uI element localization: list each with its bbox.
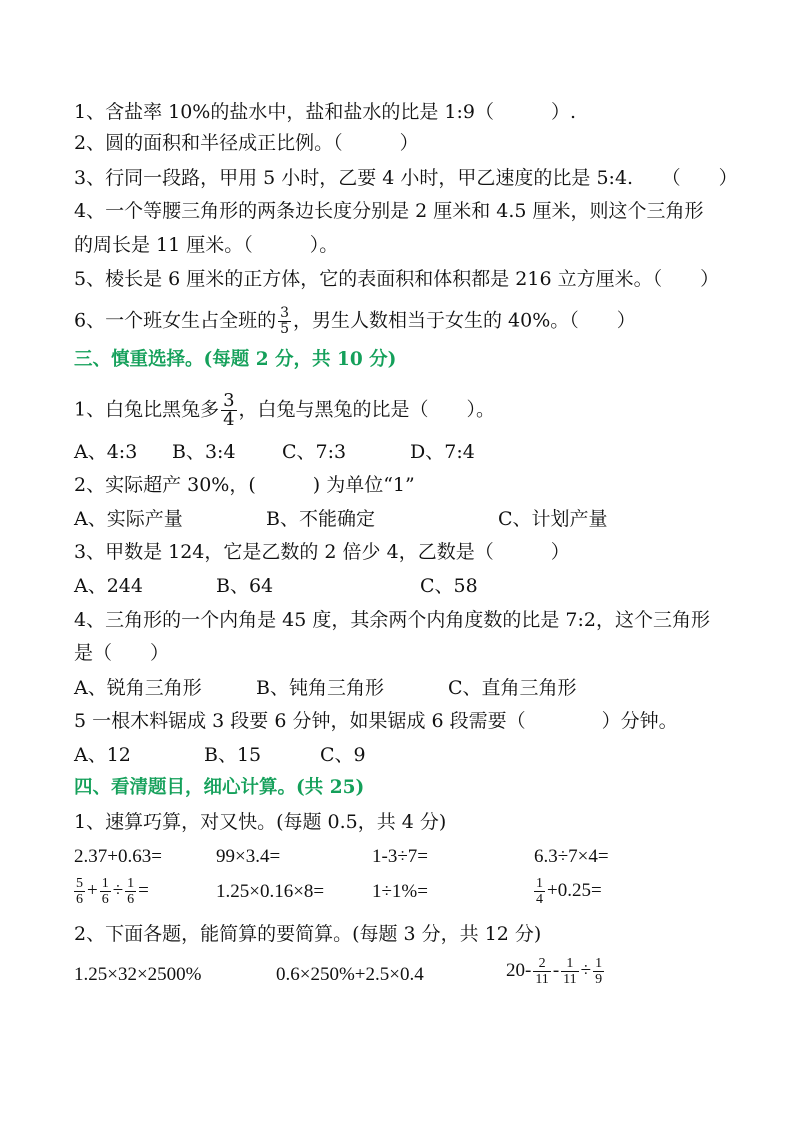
judge-item-4-line2: 的周长是 11 厘米。（ ）。 — [74, 234, 339, 256]
q1-option-d: D、7:4 — [410, 441, 475, 463]
judge-item-3: 3、行同一段路，甲用 5 小时，乙要 4 小时，甲乙速度的比是 5:4. （ ） — [74, 167, 738, 189]
fraction-numerator: 5 — [76, 876, 83, 891]
section-4-title: 四、看清题目，细心计算。(共 25) — [74, 777, 365, 798]
fraction-denominator: 11 — [563, 972, 577, 987]
judge-item-4-line1: 4、一个等腰三角形的两条边长度分别是 2 厘米和 4.5 厘米，则这个三角形 — [74, 200, 704, 222]
fraction-denominator: 6 — [76, 892, 83, 907]
judge-item-1: 1、含盐率 10%的盐水中，盐和盐水的比是 1:9（ ）. — [74, 101, 577, 123]
fraction-denominator: 9 — [595, 972, 603, 987]
fraction-numerator: 3 — [223, 390, 235, 411]
fraction — [221, 392, 236, 429]
q2-option-a: A、实际产量 — [74, 508, 183, 530]
judge-item-6-before: 6、一个班女生占全班的 — [74, 309, 277, 332]
calc-2: 99×3.4= — [216, 846, 281, 867]
fraction-denominator: 5 — [280, 321, 290, 337]
fraction — [74, 876, 85, 907]
calc-5 — [72, 876, 149, 907]
judge-item-2: 2、圆的面积和半径成正比例。（ ） — [74, 132, 419, 154]
fraction — [561, 956, 578, 987]
simplify-1: 1.25×32×2500% — [74, 964, 202, 985]
simplify-3 — [506, 956, 606, 987]
expression-lead: 20- — [506, 959, 532, 981]
q4-option-c: C、直角三角形 — [448, 677, 577, 699]
q4-option-b: B、钝角三角形 — [256, 677, 384, 699]
operator: ÷ — [580, 959, 592, 981]
q3-option-b: B、64 — [216, 575, 274, 597]
fraction — [593, 956, 604, 987]
fraction-numerator: 2 — [533, 956, 550, 972]
judge-item-5: 5、棱长是 6 厘米的正方体，它的表面积和体积都是 216 立方厘米。（ ） — [74, 268, 720, 290]
q1-option-b: B、3:4 — [172, 441, 236, 463]
fraction-numerator: 1 — [561, 956, 578, 972]
q2-option-c: C、计划产量 — [498, 508, 608, 530]
fraction — [100, 876, 111, 907]
q4-option-a: A、锐角三角形 — [74, 677, 202, 699]
fraction — [534, 876, 545, 907]
judge-item-6 — [74, 306, 636, 337]
operator: ÷ — [112, 879, 124, 901]
expression-rest: +0.25= — [547, 879, 602, 901]
calc-8 — [532, 876, 602, 907]
fraction-numerator: 1 — [127, 876, 135, 891]
calc-1: 2.37+0.63= — [74, 846, 162, 867]
fraction-numerator: 3 — [280, 305, 290, 321]
choice-q1-after: ，白兔与黑兔的比是（ ）。 — [238, 398, 496, 421]
section-4-sub1: 1、速算巧算，对又快。(每题 0.5，共 4 分) — [74, 811, 447, 833]
fraction-numerator: 1 — [101, 876, 109, 891]
fraction-numerator: 1 — [595, 956, 603, 971]
judge-item-6-after: ，男生人数相当于女生的 40%。（ ） — [293, 309, 636, 332]
fraction — [533, 956, 550, 987]
section-3-title: 三、慎重选择。(每题 2 分，共 10 分) — [74, 349, 397, 370]
calc-7: 1÷1%= — [372, 881, 428, 902]
calc-6: 1.25×0.16×8= — [216, 881, 325, 902]
fraction-numerator: 1 — [536, 876, 543, 891]
choice-q3: 3、甲数是 124，它是乙数的 2 倍少 4，乙数是（ ） — [74, 541, 570, 563]
q5-option-a: A、12 — [74, 744, 131, 766]
choice-q4-line1: 4、三角形的一个内角是 45 度，其余两个内角度数的比是 7:2，这个三角形 — [74, 609, 710, 631]
choice-q1 — [74, 392, 495, 429]
calc-4: 6.3÷7×4= — [534, 846, 609, 867]
fraction-denominator: 4 — [536, 892, 543, 907]
choice-q2: 2、实际超产 30%，( ) 为单位“1” — [74, 474, 415, 496]
q3-option-c: C、58 — [420, 575, 478, 597]
q2-option-b: B、不能确定 — [266, 508, 375, 530]
fraction-denominator: 6 — [101, 892, 109, 907]
q3-option-a: A、244 — [74, 575, 143, 597]
choice-q1-before: 1、白兔比黑兔多 — [74, 398, 220, 421]
fraction — [125, 876, 136, 907]
equals: = — [138, 879, 149, 901]
fraction-denominator: 4 — [223, 409, 235, 430]
fraction-denominator: 6 — [127, 892, 135, 907]
fraction — [278, 306, 291, 337]
calc-3: 1-3÷7= — [372, 846, 428, 867]
q5-option-c: C、9 — [320, 744, 366, 766]
choice-q5: 5 一根木料锯成 3 段要 6 分钟，如果锯成 6 段需要（ ）分钟。 — [74, 710, 678, 732]
simplify-2: 0.6×250%+2.5×0.4 — [276, 964, 424, 985]
choice-q4-line2: 是（ ） — [74, 642, 170, 664]
operator: + — [87, 879, 98, 901]
q5-option-b: B、15 — [204, 744, 262, 766]
q1-option-c: C、7:3 — [282, 441, 347, 463]
section-4-sub2: 2、下面各题，能简算的要简算。(每题 3 分，共 12 分) — [74, 923, 542, 945]
operator: - — [552, 959, 560, 981]
fraction-denominator: 11 — [535, 972, 549, 987]
q1-option-a: A、4:3 — [74, 441, 138, 463]
